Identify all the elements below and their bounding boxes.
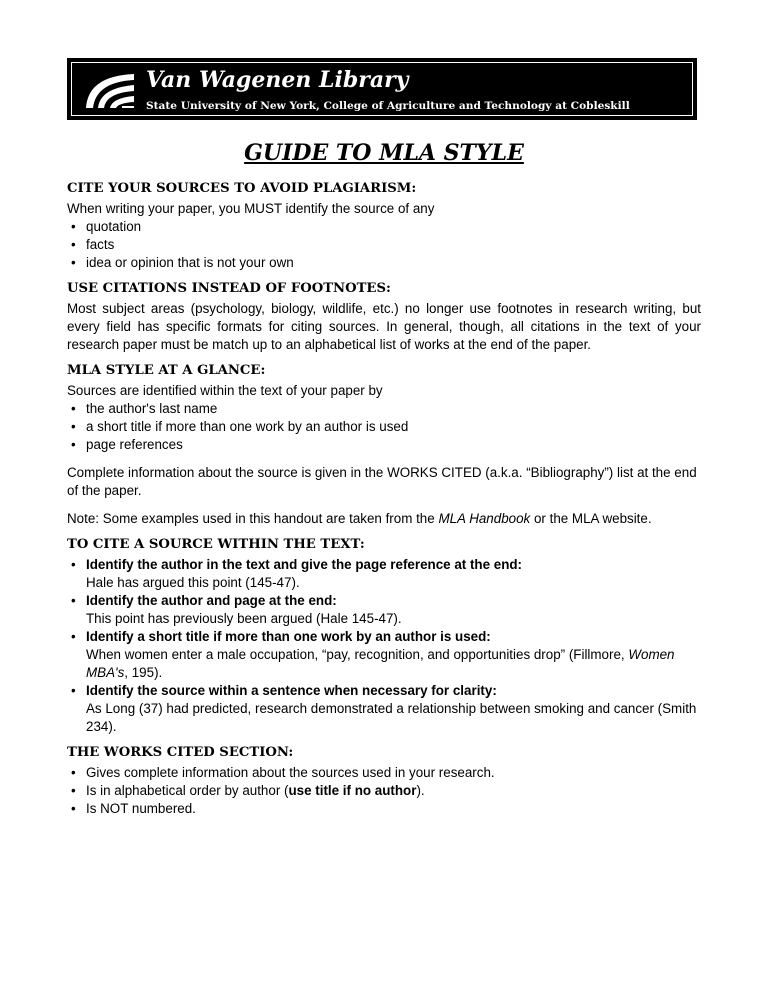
section-heading: USE CITATIONS INSTEAD OF FOOTNOTES: — [67, 281, 391, 296]
section-heading: CITE YOUR SOURCES TO AVOID PLAGIARISM: — [67, 181, 417, 196]
example-title: Women MBA's — [86, 647, 675, 680]
section-body: Most subject areas (psychology, biology, wildlife, etc.) no longer use footnotes in research writing, but every field has specific formats for citing sources. In general, though, all citations in the text of your research paper must be match up to an alphabetical list of works at the end of the paper. — [67, 301, 701, 352]
bullet-list — [67, 400, 701, 454]
rule-example: This point has previously been argued (Hale 145-47). — [86, 611, 402, 626]
bullet-list — [67, 556, 701, 736]
section-intro: Sources are identified within the text of your paper by — [67, 383, 383, 398]
bullet-list — [67, 218, 701, 272]
handbook-title: MLA Handbook — [438, 511, 531, 526]
section-heading: THE WORKS CITED SECTION: — [67, 745, 294, 760]
section-cite-in-text — [67, 536, 701, 736]
list-item — [67, 682, 701, 736]
note-text: Note: Some examples used in this handout are taken from the — [67, 511, 439, 526]
section-plagiarism — [67, 180, 701, 272]
rule-example: Hale has argued this point (145-47). — [86, 575, 300, 590]
note-text: or the MLA website. — [530, 511, 652, 526]
list-item — [67, 556, 701, 592]
item-emphasis: use title if no author — [288, 783, 417, 798]
rule-example: As Long (37) had predicted, research demonstrated a relationship between smoking and cancer (Smith 234). — [86, 701, 697, 734]
rule-label: • Identify the author and page at the end: — [86, 593, 337, 608]
example-text: , 195). — [124, 665, 163, 680]
rule-example — [86, 646, 701, 682]
section-works-cited — [67, 744, 701, 818]
list-item: • idea or opinion that is not your own — [67, 254, 701, 272]
list-item: • the author's last name — [67, 400, 701, 418]
list-item — [67, 628, 701, 682]
section-heading: MLA STYLE AT A GLANCE: — [67, 363, 266, 378]
item-text: ). — [416, 783, 425, 798]
document-body — [67, 180, 701, 826]
library-logo-icon — [82, 68, 140, 114]
library-banner — [67, 58, 697, 120]
bullet-list — [67, 764, 701, 818]
handbook-note — [67, 510, 701, 528]
section-citations — [67, 280, 701, 354]
section-at-a-glance — [67, 362, 701, 528]
page-title: GUIDE TO MLA STYLE — [244, 140, 524, 166]
banner-frame — [71, 62, 693, 116]
section-intro: When writing your paper, you MUST identify the source of any — [67, 201, 435, 216]
list-item: • facts — [67, 236, 701, 254]
list-item: • a short title if more than one work by an author is used — [67, 418, 701, 436]
list-item: • page references — [67, 436, 701, 454]
list-item: • Gives complete information about the sources used in your research. — [67, 764, 701, 782]
list-item — [67, 782, 701, 800]
library-name: Van Wagenen Library — [146, 67, 409, 93]
item-text: Is in alphabetical order by author ( — [86, 783, 289, 798]
section-heading: TO CITE A SOURCE WITHIN THE TEXT: — [67, 537, 365, 552]
works-cited-info: Complete information about the source is given in the WORKS CITED (a.k.a. “Bibliography”) list at the end of the paper. — [67, 465, 697, 498]
list-item: • quotation — [67, 218, 701, 236]
rule-label: • Identify the source within a sentence when necessary for clarity: — [86, 683, 497, 698]
list-item — [67, 592, 701, 628]
college-name: State University of New York, College of Agriculture and Technology at Cobleskill — [146, 100, 630, 112]
rule-label: • Identify the author in the text and give the page reference at the end: — [86, 557, 523, 572]
example-text: When women enter a male occupation, “pay, recognition, and opportunities drop” (Fillmore, — [86, 647, 629, 662]
list-item: • Is NOT numbered. — [67, 800, 701, 818]
rule-label: • Identify a short title if more than one work by an author is used: — [86, 629, 491, 644]
